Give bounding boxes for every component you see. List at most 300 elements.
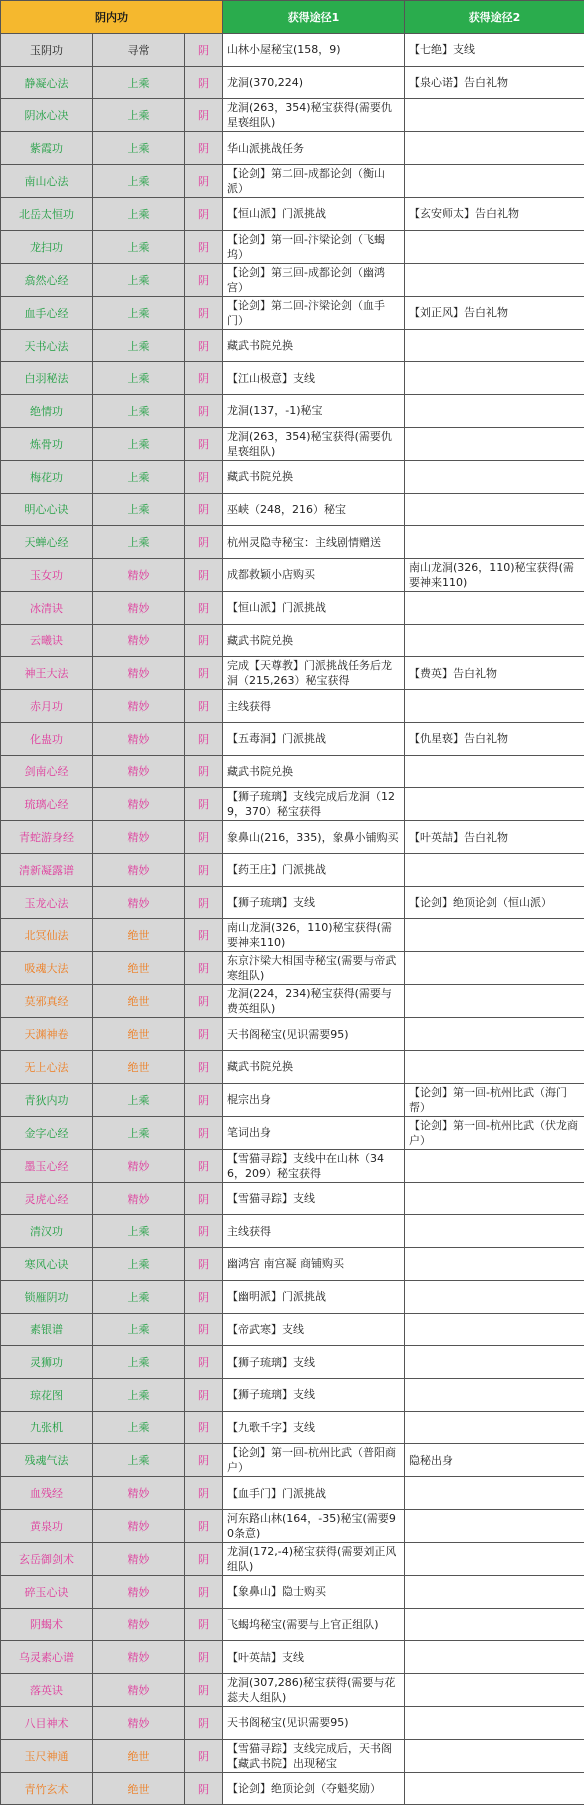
neigong-name: 素银谱: [1, 1313, 93, 1346]
tier-label: 寻常: [93, 34, 185, 67]
source2-cell: [405, 985, 584, 1018]
source2-cell: 【论剑】第一回-杭州比武（海门帮）: [405, 1083, 584, 1116]
tier-label: 上乘: [93, 460, 185, 493]
table-row: [1, 165, 584, 198]
source1-cell: 【象鼻山】隐士购买: [223, 1575, 405, 1608]
source1-cell: 【血手门】门派挑战: [223, 1477, 405, 1510]
table-row: [1, 460, 584, 493]
table-row: [1, 690, 584, 723]
source2-cell: [405, 1411, 584, 1444]
yin-label: 阴: [185, 263, 223, 296]
table-body: [1, 34, 584, 1805]
source1-cell: 龙洞(224，234)秘宝获得(需要与费英组队): [223, 985, 405, 1018]
source1-cell: 【幽明派】门派挑战: [223, 1280, 405, 1313]
table-row: [1, 1444, 584, 1477]
source1-cell: 华山派挑战任务: [223, 132, 405, 165]
yin-label: 阴: [185, 460, 223, 493]
neigong-name: 天蝉心经: [1, 526, 93, 559]
yin-label: 阴: [185, 1772, 223, 1805]
table-row: [1, 34, 584, 67]
tier-label: 精妙: [93, 1707, 185, 1740]
source1-cell: 天书阁秘宝(见识需要95): [223, 1707, 405, 1740]
source1-cell: 河东路山林(164，-35)秘宝(需要90条意): [223, 1509, 405, 1542]
yin-label: 阴: [185, 952, 223, 985]
neigong-name: 玉尺神通: [1, 1739, 93, 1772]
tier-label: 上乘: [93, 1280, 185, 1313]
table-row: [1, 1051, 584, 1084]
yin-label: 阴: [185, 558, 223, 591]
source1-cell: 【狮子琉璃】支线: [223, 886, 405, 919]
neigong-name: 吸魂大法: [1, 952, 93, 985]
neigong-name: 青蛇游身经: [1, 821, 93, 854]
source1-cell: 【恒山派】门派挑战: [223, 591, 405, 624]
source2-cell: [405, 1051, 584, 1084]
yin-label: 阴: [185, 395, 223, 428]
neigong-name: 赤月功: [1, 690, 93, 723]
source1-cell: 【雪猫寻踪】支线完成后，天书阁【藏武书院】出现秘宝: [223, 1739, 405, 1772]
source2-cell: [405, 1182, 584, 1215]
source2-cell: [405, 1509, 584, 1542]
tier-label: 精妙: [93, 690, 185, 723]
neigong-name: 炼骨功: [1, 427, 93, 460]
neigong-name: 金字心经: [1, 1116, 93, 1149]
tier-label: 上乘: [93, 1215, 185, 1248]
table-row: [1, 230, 584, 263]
neigong-name: 清汉功: [1, 1215, 93, 1248]
yin-label: 阴: [185, 132, 223, 165]
yin-label: 阴: [185, 1378, 223, 1411]
source2-cell: [405, 263, 584, 296]
source2-cell: 【叶英喆】告白礼物: [405, 821, 584, 854]
yin-label: 阴: [185, 1641, 223, 1674]
source2-cell: [405, 395, 584, 428]
yin-label: 阴: [185, 1608, 223, 1641]
tier-label: 上乘: [93, 329, 185, 362]
source2-cell: [405, 1477, 584, 1510]
source1-cell: 主线获得: [223, 1215, 405, 1248]
source2-cell: [405, 427, 584, 460]
neigong-name: 无上心法: [1, 1051, 93, 1084]
table-row: [1, 755, 584, 788]
table-row: [1, 395, 584, 428]
tier-label: 上乘: [93, 1411, 185, 1444]
table-row: [1, 1018, 584, 1051]
neigong-name: 南山心法: [1, 165, 93, 198]
source2-cell: [405, 1018, 584, 1051]
tier-label: 精妙: [93, 821, 185, 854]
yin-label: 阴: [185, 919, 223, 952]
neigong-name: 天书心法: [1, 329, 93, 362]
source2-cell: [405, 1641, 584, 1674]
tier-label: 上乘: [93, 1083, 185, 1116]
source1-cell: 主线获得: [223, 690, 405, 723]
yin-label: 阴: [185, 657, 223, 690]
neigong-name: 灵虎心经: [1, 1182, 93, 1215]
yin-label: 阴: [185, 1116, 223, 1149]
table-row: [1, 296, 584, 329]
source1-cell: 藏武书院兑换: [223, 624, 405, 657]
neigong-name: 血手心经: [1, 296, 93, 329]
table-row: [1, 1542, 584, 1575]
neigong-name: 莫邪真经: [1, 985, 93, 1018]
source2-cell: [405, 755, 584, 788]
neigong-name: 玉阴功: [1, 34, 93, 67]
yin-label: 阴: [185, 66, 223, 99]
neigong-name: 剑南心经: [1, 755, 93, 788]
table-row: [1, 1182, 584, 1215]
yin-label: 阴: [185, 788, 223, 821]
tier-label: 绝世: [93, 919, 185, 952]
neigong-name: 残魂气法: [1, 1444, 93, 1477]
source2-cell: [405, 230, 584, 263]
neigong-name: 阴蝎术: [1, 1608, 93, 1641]
source1-cell: 【论剑】第一回-杭州比武（普阳商户）: [223, 1444, 405, 1477]
tier-label: 绝世: [93, 1018, 185, 1051]
yin-label: 阴: [185, 1444, 223, 1477]
neigong-name: 锁雁阴功: [1, 1280, 93, 1313]
yin-label: 阴: [185, 34, 223, 67]
table-row: [1, 329, 584, 362]
source2-cell: [405, 591, 584, 624]
table-row: [1, 1280, 584, 1313]
source2-cell: [405, 1280, 584, 1313]
neigong-name: 玄岳御剑术: [1, 1542, 93, 1575]
yin-label: 阴: [185, 1346, 223, 1379]
tier-label: 上乘: [93, 263, 185, 296]
neigong-name: 黄泉功: [1, 1509, 93, 1542]
source2-cell: 【论剑】绝顶论剑（恒山派）: [405, 886, 584, 919]
table-row: [1, 1116, 584, 1149]
yin-label: 阴: [185, 165, 223, 198]
neigong-name: 墨玉心经: [1, 1149, 93, 1182]
neigong-name: 龙扫功: [1, 230, 93, 263]
source1-cell: 巫峡（248，216）秘宝: [223, 493, 405, 526]
neigong-name: 灵狮功: [1, 1346, 93, 1379]
source1-cell: 【狮子琉璃】支线完成后龙洞（129，370）秘宝获得: [223, 788, 405, 821]
yin-label: 阴: [185, 1051, 223, 1084]
tier-label: 绝世: [93, 1051, 185, 1084]
source2-cell: [405, 952, 584, 985]
source2-cell: 【仇星亵】告白礼物: [405, 722, 584, 755]
tier-label: 精妙: [93, 1542, 185, 1575]
source2-cell: [405, 1215, 584, 1248]
source1-cell: 【狮子琉璃】支线: [223, 1346, 405, 1379]
yin-label: 阴: [185, 821, 223, 854]
source1-cell: 【雪猫寻踪】支线中在山林（346，209）秘宝获得: [223, 1149, 405, 1182]
neigong-name: 青竹玄术: [1, 1772, 93, 1805]
tier-label: 绝世: [93, 1772, 185, 1805]
source1-cell: 【恒山派】门派挑战: [223, 198, 405, 231]
table-row: [1, 591, 584, 624]
neigong-name: 清新凝露谱: [1, 854, 93, 887]
yin-label: 阴: [185, 329, 223, 362]
neigong-name: 梅花功: [1, 460, 93, 493]
tier-label: 上乘: [93, 66, 185, 99]
neigong-name: 碎玉心诀: [1, 1575, 93, 1608]
tier-label: 上乘: [93, 296, 185, 329]
source1-cell: 龙洞(137，-1)秘宝: [223, 395, 405, 428]
table-row: [1, 1575, 584, 1608]
source1-cell: 龙洞(307,286)秘宝获得(需要与花蕊夫人组队): [223, 1674, 405, 1707]
table-row: [1, 1313, 584, 1346]
table-row: [1, 132, 584, 165]
tier-label: 上乘: [93, 1248, 185, 1281]
tier-label: 精妙: [93, 1182, 185, 1215]
source1-cell: 【论剑】第二回-成都论剑（衡山派）: [223, 165, 405, 198]
source2-cell: [405, 493, 584, 526]
table-row: [1, 1674, 584, 1707]
source1-cell: 藏武书院兑换: [223, 329, 405, 362]
header-source1: 获得途径1: [223, 1, 405, 34]
yin-label: 阴: [185, 755, 223, 788]
source2-cell: 【费英】告白礼物: [405, 657, 584, 690]
source2-cell: [405, 788, 584, 821]
source1-cell: 飞蝎坞秘宝(需要与上官正组队): [223, 1608, 405, 1641]
table-row: [1, 1641, 584, 1674]
source1-cell: 龙洞(263，354)秘宝获得(需要仇星亵组队): [223, 99, 405, 132]
source1-cell: 天书阁秘宝(见识需要95): [223, 1018, 405, 1051]
tier-label: 绝世: [93, 985, 185, 1018]
tier-label: 上乘: [93, 132, 185, 165]
source2-cell: [405, 690, 584, 723]
tier-label: 上乘: [93, 198, 185, 231]
yin-label: 阴: [185, 526, 223, 559]
yin-label: 阴: [185, 690, 223, 723]
source1-cell: 幽鸿宫 南宫凝 商铺购买: [223, 1248, 405, 1281]
table-row: [1, 1411, 584, 1444]
table-row: [1, 788, 584, 821]
table-row: [1, 1477, 584, 1510]
neigong-name: 青狄内功: [1, 1083, 93, 1116]
yin-label: 阴: [185, 362, 223, 395]
tier-label: 精妙: [93, 1149, 185, 1182]
source2-cell: 【七绝】支线: [405, 34, 584, 67]
neigong-name: 琉璃心经: [1, 788, 93, 821]
source2-cell: [405, 526, 584, 559]
yin-label: 阴: [185, 99, 223, 132]
neigong-name: 玉龙心法: [1, 886, 93, 919]
tier-label: 上乘: [93, 395, 185, 428]
table-row: [1, 657, 584, 690]
yin-label: 阴: [185, 427, 223, 460]
table-row: [1, 952, 584, 985]
source1-cell: 龙洞(263，354)秘宝获得(需要仇星亵组队): [223, 427, 405, 460]
yin-label: 阴: [185, 198, 223, 231]
source1-cell: 【五毒洞】门派挑战: [223, 722, 405, 755]
tier-label: 精妙: [93, 1575, 185, 1608]
source2-cell: 隐秘出身: [405, 1444, 584, 1477]
yin-label: 阴: [185, 1509, 223, 1542]
source2-cell: [405, 362, 584, 395]
table-row: [1, 854, 584, 887]
source2-cell: [405, 1542, 584, 1575]
neigong-name: 冰清诀: [1, 591, 93, 624]
source1-cell: 山林小屋秘宝(158，9): [223, 34, 405, 67]
yin-label: 阴: [185, 1215, 223, 1248]
tier-label: 上乘: [93, 526, 185, 559]
table-row: [1, 1083, 584, 1116]
neigong-name: 绝情功: [1, 395, 93, 428]
yin-label: 阴: [185, 591, 223, 624]
source2-cell: [405, 165, 584, 198]
neigong-name: 北岳太恒功: [1, 198, 93, 231]
source1-cell: 【叶英喆】支线: [223, 1641, 405, 1674]
source1-cell: 【论剑】第一回-汴梁论剑（飞蝎坞）: [223, 230, 405, 263]
source1-cell: 藏武书院兑换: [223, 1051, 405, 1084]
source2-cell: 【玄安师太】告白礼物: [405, 198, 584, 231]
source1-cell: 笔词出身: [223, 1116, 405, 1149]
source1-cell: 【雪猫寻踪】支线: [223, 1182, 405, 1215]
neigong-name: 紫霞功: [1, 132, 93, 165]
source2-cell: [405, 624, 584, 657]
tier-label: 上乘: [93, 165, 185, 198]
source1-cell: 藏武书院兑换: [223, 755, 405, 788]
yin-label: 阴: [185, 1411, 223, 1444]
tier-label: 精妙: [93, 591, 185, 624]
table-row: [1, 526, 584, 559]
source2-cell: [405, 1313, 584, 1346]
source2-cell: [405, 132, 584, 165]
source2-cell: 【论剑】第一回-杭州比武（伏龙商户）: [405, 1116, 584, 1149]
header-source2: 获得途径2: [405, 1, 584, 34]
source2-cell: 【泉心诺】告白礼物: [405, 66, 584, 99]
source1-cell: 【江山极意】支线: [223, 362, 405, 395]
table-row: [1, 362, 584, 395]
neigong-name: 九张机: [1, 1411, 93, 1444]
table-row: [1, 66, 584, 99]
neigong-name: 北冥仙法: [1, 919, 93, 952]
yin-label: 阴: [185, 1739, 223, 1772]
table-row: [1, 263, 584, 296]
source2-cell: [405, 1248, 584, 1281]
yin-label: 阴: [185, 493, 223, 526]
source2-cell: [405, 329, 584, 362]
tier-label: 精妙: [93, 788, 185, 821]
yin-label: 阴: [185, 1313, 223, 1346]
neigong-name: 静凝心法: [1, 66, 93, 99]
table-row: [1, 558, 584, 591]
source1-cell: 龙洞(172,-4)秘宝获得(需要刘正风组队): [223, 1542, 405, 1575]
tier-label: 精妙: [93, 1674, 185, 1707]
yin-label: 阴: [185, 1280, 223, 1313]
source1-cell: 【九歌千字】支线: [223, 1411, 405, 1444]
tier-label: 精妙: [93, 1608, 185, 1641]
tier-label: 上乘: [93, 1346, 185, 1379]
yin-label: 阴: [185, 1575, 223, 1608]
table-row: [1, 624, 584, 657]
table-row: [1, 1248, 584, 1281]
yin-label: 阴: [185, 722, 223, 755]
tier-label: 精妙: [93, 1641, 185, 1674]
neigong-name: 化蛊功: [1, 722, 93, 755]
neigong-name: 天渊神卷: [1, 1018, 93, 1051]
table-row: [1, 821, 584, 854]
source2-cell: [405, 919, 584, 952]
yin-label: 阴: [185, 230, 223, 263]
tier-label: 上乘: [93, 493, 185, 526]
source1-cell: 杭州灵隐寺秘宝：主线剧情赠送: [223, 526, 405, 559]
source2-cell: [405, 1674, 584, 1707]
tier-label: 精妙: [93, 722, 185, 755]
site-watermark: [496, 1755, 566, 1781]
yin-label: 阴: [185, 854, 223, 887]
source2-cell: 南山龙洞(326，110)秘宝获得(需要神来110): [405, 558, 584, 591]
tier-label: 精妙: [93, 1477, 185, 1510]
yin-label: 阴: [185, 296, 223, 329]
neigong-name: 翕然心经: [1, 263, 93, 296]
tier-label: 绝世: [93, 952, 185, 985]
source1-cell: 棍宗出身: [223, 1083, 405, 1116]
neigong-name: 落英诀: [1, 1674, 93, 1707]
source1-cell: 【帝武寒】支线: [223, 1313, 405, 1346]
table-row: [1, 919, 584, 952]
tier-label: 精妙: [93, 624, 185, 657]
neigong-name: 乌灵素心谱: [1, 1641, 93, 1674]
yin-label: 阴: [185, 624, 223, 657]
table-row: [1, 427, 584, 460]
tier-label: 精妙: [93, 657, 185, 690]
table-row: [1, 1509, 584, 1542]
neigong-name: 明心心诀: [1, 493, 93, 526]
tier-label: 精妙: [93, 558, 185, 591]
source1-cell: 东京汴梁大相国寺秘宝(需要与帝武寒组队): [223, 952, 405, 985]
source1-cell: 象鼻山(216，335)，象鼻小铺购买: [223, 821, 405, 854]
source2-cell: [405, 1346, 584, 1379]
source2-cell: 【刘正风】告白礼物: [405, 296, 584, 329]
tier-label: 精妙: [93, 854, 185, 887]
tier-label: 上乘: [93, 1313, 185, 1346]
tier-label: 上乘: [93, 1116, 185, 1149]
tier-label: 精妙: [93, 1509, 185, 1542]
neigong-name: 寒风心诀: [1, 1248, 93, 1281]
table-row: [1, 1378, 584, 1411]
table-row: [1, 722, 584, 755]
tier-label: 精妙: [93, 886, 185, 919]
yin-label: 阴: [185, 1083, 223, 1116]
yin-label: 阴: [185, 1018, 223, 1051]
source1-cell: 【狮子琉璃】支线: [223, 1378, 405, 1411]
neigong-name: 白羽秘法: [1, 362, 93, 395]
tier-label: 上乘: [93, 362, 185, 395]
table-row: [1, 886, 584, 919]
table-row: [1, 1707, 584, 1740]
tier-label: 上乘: [93, 230, 185, 263]
tier-label: 上乘: [93, 99, 185, 132]
neigong-name: 血残经: [1, 1477, 93, 1510]
neigong-name: 阴冰心决: [1, 99, 93, 132]
tier-label: 绝世: [93, 1739, 185, 1772]
header-row: [1, 1, 584, 34]
neigong-name: 云曦诀: [1, 624, 93, 657]
source1-cell: 【论剑】第三回-成都论剑（幽鸿宫）: [223, 263, 405, 296]
source2-cell: [405, 1378, 584, 1411]
yin-label: 阴: [185, 1674, 223, 1707]
table-row: [1, 99, 584, 132]
source1-cell: 【论剑】第二回-汴梁论剑（血手门）: [223, 296, 405, 329]
yin-label: 阴: [185, 1707, 223, 1740]
neigong-name: 玉女功: [1, 558, 93, 591]
source1-cell: 【药王庄】门派挑战: [223, 854, 405, 887]
source2-cell: [405, 1575, 584, 1608]
source2-cell: [405, 854, 584, 887]
source2-cell: [405, 460, 584, 493]
header-neigong: 阴内功: [1, 1, 223, 34]
source2-cell: [405, 99, 584, 132]
yin-label: 阴: [185, 1149, 223, 1182]
table-row: [1, 1346, 584, 1379]
source1-cell: 成都救颖小店购买: [223, 558, 405, 591]
table-row: [1, 1149, 584, 1182]
